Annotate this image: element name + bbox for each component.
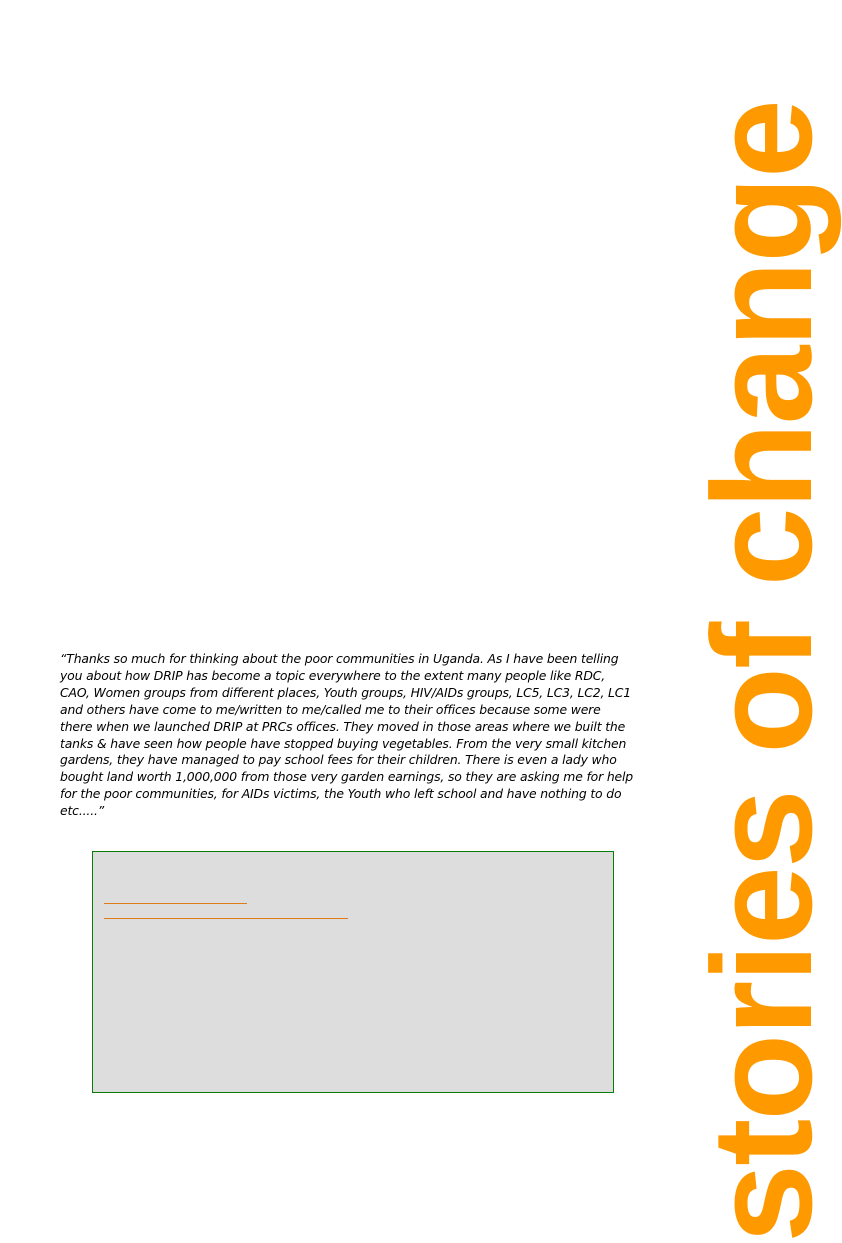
side-title (683, 101, 842, 1243)
side-title-text: stories of change (683, 101, 842, 1243)
info-link-underline-2[interactable] (104, 918, 348, 919)
info-box (92, 851, 614, 1093)
testimonial-quote: “Thanks so much for thinking about the poor communities in Uganda. As I have been telling you about how DRIP has become a topic everywhere to the extent many people like RDC, CAO, Women groups from different places, Youth groups, HIV/AIDs groups, LC5, LC3, LC2, LC1 and others have come to me/written to me/called me to their offices because some were there when we launched DRIP at PRCs offices. They moved in those areas where we built the tanks & have seen how people have stopped buying vegetables. From the very small kitchen gardens, they have managed to pay school fees for their children. There is even a lady who bought land worth 1,000,000 from those very garden earnings, so they are asking me for help for the poor communities, for AIDs victims, the Youth who left school and have nothing to do etc.....” (60, 651, 634, 819)
info-link-underline-1[interactable] (104, 903, 247, 904)
